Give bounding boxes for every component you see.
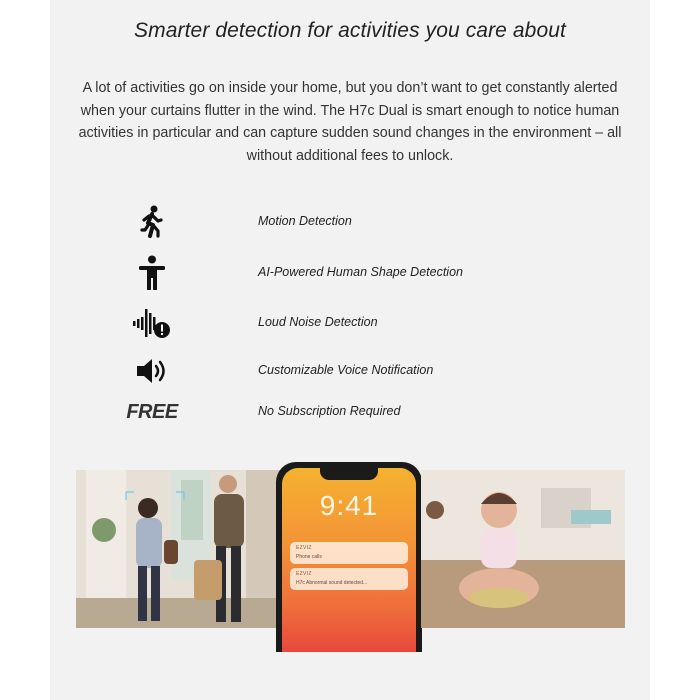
crying-toddler-photo [421, 470, 625, 628]
notification-card[interactable] [290, 542, 408, 564]
feature-label: AI-Powered Human Shape Detection [258, 265, 463, 279]
feature-label: No Subscription Required [258, 404, 401, 418]
phone-notch [320, 468, 378, 480]
feature-label: Motion Detection [258, 214, 352, 228]
couple-entering-home-photo [76, 470, 281, 628]
section-heading: Smarter detection for activities you care about [134, 19, 566, 42]
human-shape-icon [122, 253, 182, 293]
intro-paragraph: A lot of activities go on inside your home, but you don’t want to get constantly alerted when your curtains flutter in the wind. The H7c Dual is smart enough to notice human activities in particular and can capture sudden sound changes in the environment – all without additional fees to unlock. [78, 80, 622, 164]
feature-label: Loud Noise Detection [258, 315, 378, 329]
free-badge [122, 392, 182, 432]
image-strip [76, 470, 625, 630]
free-badge-text: FREE [126, 400, 178, 423]
phone-lock-screen [282, 468, 416, 652]
feature-item-no-subscription [50, 392, 650, 432]
running-person-icon [122, 202, 182, 242]
feature-item-voice-notification [50, 351, 650, 391]
feature-item-human-shape [50, 253, 650, 293]
feature-label: Customizable Voice Notification [258, 363, 434, 377]
speaker-icon [122, 351, 182, 391]
feature-item-motion [50, 202, 650, 242]
feature-list [50, 0, 650, 430]
notification-app-name: EZVIZ [296, 571, 312, 577]
notification-app-name: EZVIZ [296, 545, 312, 551]
smartphone-mockup [276, 462, 422, 652]
lock-screen-clock: 9:41 [319, 490, 379, 521]
sound-wave-alert-icon [122, 303, 182, 343]
content-panel [50, 0, 650, 700]
feature-item-loud-noise [50, 303, 650, 343]
notification-message: Phone calls [296, 554, 322, 560]
notification-message: H7c Abnormal sound detected... [296, 580, 368, 586]
notification-card[interactable] [290, 568, 408, 590]
